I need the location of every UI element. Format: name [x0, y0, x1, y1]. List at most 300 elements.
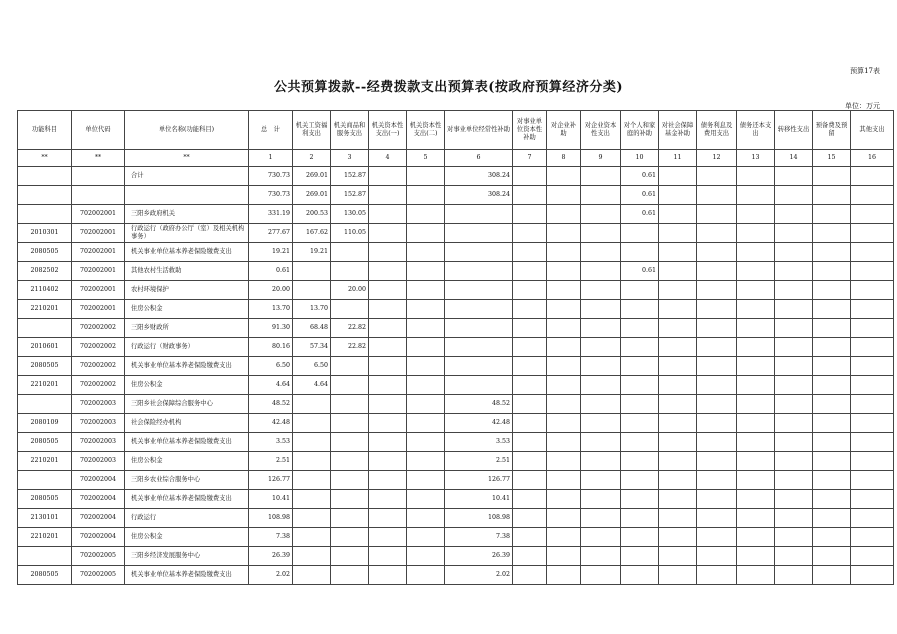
unit-name-cell: 三阳乡农业综合服务中心: [125, 471, 249, 490]
column-header: 对企业资本性支出: [581, 111, 621, 150]
amount-cell: 308.24: [445, 186, 513, 205]
amount-cell: 152.87: [331, 167, 369, 186]
amount-cell: 2.02: [445, 566, 513, 585]
amount-cell: 200.53: [293, 205, 331, 224]
document-number: 预算17表: [850, 67, 880, 75]
amount-cell: [331, 452, 369, 471]
amount-cell: [407, 186, 445, 205]
amount-cell: [445, 205, 513, 224]
amount-cell: [331, 357, 369, 376]
amount-cell: [851, 509, 894, 528]
amount-cell: [547, 243, 581, 262]
amount-cell: [697, 300, 737, 319]
amount-cell: [737, 262, 775, 281]
amount-cell: [331, 262, 369, 281]
amount-cell: [513, 224, 547, 243]
amount-cell: [851, 205, 894, 224]
amount-cell: [581, 452, 621, 471]
amount-cell: [369, 281, 407, 300]
amount-cell: [813, 547, 851, 566]
amount-cell: [851, 224, 894, 243]
amount-cell: [737, 186, 775, 205]
amount-cell: [737, 395, 775, 414]
amount-cell: [445, 357, 513, 376]
amount-cell: [407, 547, 445, 566]
function-code-cell: [18, 167, 72, 186]
amount-cell: [659, 262, 697, 281]
unit-name-cell: 行政运行（政府办公厅（室）及相关机构事务）: [125, 224, 249, 243]
amount-cell: [547, 376, 581, 395]
amount-cell: [581, 471, 621, 490]
amount-cell: [851, 262, 894, 281]
function-code-cell: 2080505: [18, 566, 72, 585]
unit-label: 单位：万元: [845, 102, 880, 110]
amount-cell: [293, 262, 331, 281]
amount-cell: 13.70: [249, 300, 293, 319]
amount-cell: [851, 395, 894, 414]
unit-code-cell: 702002001: [72, 243, 125, 262]
unit-code-cell: 702002004: [72, 490, 125, 509]
amount-cell: [775, 452, 813, 471]
amount-cell: [547, 262, 581, 281]
column-header: 总 计: [249, 111, 293, 150]
amount-cell: [407, 319, 445, 338]
amount-cell: [513, 281, 547, 300]
amount-cell: 91.30: [249, 319, 293, 338]
amount-cell: [369, 186, 407, 205]
amount-cell: [737, 167, 775, 186]
amount-cell: [697, 471, 737, 490]
amount-cell: [659, 205, 697, 224]
amount-cell: [813, 338, 851, 357]
amount-cell: [621, 452, 659, 471]
function-code-cell: [18, 186, 72, 205]
amount-cell: [659, 433, 697, 452]
amount-cell: [737, 300, 775, 319]
amount-cell: [513, 395, 547, 414]
amount-cell: [659, 357, 697, 376]
column-header: 机关资本性支出(一): [369, 111, 407, 150]
unit-name-cell: 住房公积金: [125, 376, 249, 395]
amount-cell: 0.61: [621, 262, 659, 281]
amount-cell: [813, 490, 851, 509]
amount-cell: [369, 205, 407, 224]
amount-cell: [775, 376, 813, 395]
amount-cell: [737, 319, 775, 338]
table-row: [18, 281, 894, 300]
amount-cell: [659, 281, 697, 300]
amount-cell: [407, 224, 445, 243]
amount-cell: [513, 547, 547, 566]
amount-cell: 19.21: [293, 243, 331, 262]
function-code-cell: 2080505: [18, 433, 72, 452]
amount-cell: [659, 547, 697, 566]
amount-cell: [851, 471, 894, 490]
amount-cell: 3.53: [445, 433, 513, 452]
amount-cell: [621, 357, 659, 376]
amount-cell: 4.64: [293, 376, 331, 395]
amount-cell: 126.77: [249, 471, 293, 490]
column-header: 单位名称(功能科目): [125, 111, 249, 150]
unit-name-cell: 三阳乡社会保障综合服务中心: [125, 395, 249, 414]
amount-cell: [659, 509, 697, 528]
amount-cell: [407, 281, 445, 300]
amount-cell: [775, 547, 813, 566]
amount-cell: [369, 566, 407, 585]
amount-cell: [621, 319, 659, 338]
amount-cell: 20.00: [249, 281, 293, 300]
amount-cell: 10.41: [249, 490, 293, 509]
amount-cell: [775, 490, 813, 509]
amount-cell: [547, 186, 581, 205]
amount-cell: [331, 509, 369, 528]
amount-cell: [697, 205, 737, 224]
amount-cell: [547, 509, 581, 528]
amount-cell: [407, 490, 445, 509]
amount-cell: [775, 414, 813, 433]
column-index: 16: [851, 150, 894, 167]
amount-cell: 13.70: [293, 300, 331, 319]
amount-cell: [851, 376, 894, 395]
table-row: [18, 547, 894, 566]
amount-cell: [775, 224, 813, 243]
document-title: 公共预算拨款--经费拨款支出预算表(按政府预算经济分类): [273, 80, 624, 95]
table-body: [18, 167, 894, 585]
amount-cell: [621, 566, 659, 585]
amount-cell: [513, 243, 547, 262]
amount-cell: [775, 338, 813, 357]
amount-cell: [369, 433, 407, 452]
amount-cell: [775, 300, 813, 319]
amount-cell: 19.21: [249, 243, 293, 262]
amount-cell: 277.67: [249, 224, 293, 243]
amount-cell: [513, 471, 547, 490]
amount-cell: [697, 376, 737, 395]
amount-cell: [851, 547, 894, 566]
amount-cell: [775, 471, 813, 490]
amount-cell: [697, 319, 737, 338]
amount-cell: [407, 376, 445, 395]
amount-cell: [697, 338, 737, 357]
amount-cell: [697, 566, 737, 585]
amount-cell: [331, 395, 369, 414]
amount-cell: [445, 319, 513, 338]
table-row: [18, 433, 894, 452]
amount-cell: 7.38: [445, 528, 513, 547]
unit-name-cell: [125, 186, 249, 205]
amount-cell: [547, 300, 581, 319]
amount-cell: [369, 395, 407, 414]
amount-cell: [581, 509, 621, 528]
amount-cell: 42.48: [249, 414, 293, 433]
unit-code-cell: 702002002: [72, 357, 125, 376]
amount-cell: [293, 452, 331, 471]
unit-name-cell: 住房公积金: [125, 528, 249, 547]
amount-cell: [737, 414, 775, 433]
amount-cell: 167.62: [293, 224, 331, 243]
amount-cell: [775, 357, 813, 376]
amount-cell: [659, 186, 697, 205]
amount-cell: [547, 167, 581, 186]
unit-name-cell: 机关事业单位基本养老保险缴费支出: [125, 433, 249, 452]
amount-cell: [547, 547, 581, 566]
unit-code-cell: 702002004: [72, 528, 125, 547]
unit-name-cell: 其他农村生活救助: [125, 262, 249, 281]
amount-cell: [621, 414, 659, 433]
amount-cell: [513, 566, 547, 585]
amount-cell: [851, 167, 894, 186]
amount-cell: [513, 528, 547, 547]
unit-name-cell: 三阳乡财政所: [125, 319, 249, 338]
amount-cell: [369, 509, 407, 528]
amount-cell: [513, 452, 547, 471]
amount-cell: [581, 167, 621, 186]
amount-cell: [331, 243, 369, 262]
amount-cell: [813, 224, 851, 243]
table-row: [18, 376, 894, 395]
amount-cell: [621, 490, 659, 509]
amount-cell: 308.24: [445, 167, 513, 186]
amount-cell: [737, 433, 775, 452]
amount-cell: 0.61: [621, 167, 659, 186]
amount-cell: [547, 414, 581, 433]
amount-cell: [813, 566, 851, 585]
amount-cell: 80.16: [249, 338, 293, 357]
amount-cell: [581, 547, 621, 566]
function-code-cell: 2210201: [18, 528, 72, 547]
amount-cell: [581, 357, 621, 376]
amount-cell: [697, 262, 737, 281]
header-row: [18, 111, 894, 150]
amount-cell: [775, 186, 813, 205]
table-row: [18, 490, 894, 509]
amount-cell: [621, 300, 659, 319]
amount-cell: [621, 395, 659, 414]
amount-cell: [813, 376, 851, 395]
amount-cell: [331, 547, 369, 566]
column-index: 4: [369, 150, 407, 167]
table-row: [18, 528, 894, 547]
amount-cell: [697, 414, 737, 433]
amount-cell: [581, 243, 621, 262]
amount-cell: [737, 547, 775, 566]
column-index: 3: [331, 150, 369, 167]
amount-cell: 57.34: [293, 338, 331, 357]
amount-cell: [851, 414, 894, 433]
amount-cell: [737, 357, 775, 376]
unit-name-cell: 社会保险经办机构: [125, 414, 249, 433]
amount-cell: 68.48: [293, 319, 331, 338]
amount-cell: 10.41: [445, 490, 513, 509]
amount-cell: [621, 243, 659, 262]
amount-cell: 331.19: [249, 205, 293, 224]
amount-cell: [621, 338, 659, 357]
amount-cell: [851, 566, 894, 585]
unit-name-cell: 合计: [125, 167, 249, 186]
amount-cell: [737, 338, 775, 357]
amount-cell: 26.39: [249, 547, 293, 566]
amount-cell: [659, 319, 697, 338]
amount-cell: [775, 262, 813, 281]
amount-cell: [737, 471, 775, 490]
column-header: 功能科目: [18, 111, 72, 150]
unit-name-cell: 住房公积金: [125, 452, 249, 471]
amount-cell: [659, 338, 697, 357]
amount-cell: 108.98: [249, 509, 293, 528]
function-code-cell: 2080109: [18, 414, 72, 433]
amount-cell: [407, 300, 445, 319]
column-index: **: [125, 150, 249, 167]
amount-cell: [775, 167, 813, 186]
amount-cell: [697, 528, 737, 547]
table-row: [18, 224, 894, 243]
function-code-cell: 2010301: [18, 224, 72, 243]
table-row: [18, 319, 894, 338]
amount-cell: 108.98: [445, 509, 513, 528]
amount-cell: [659, 376, 697, 395]
amount-cell: [851, 528, 894, 547]
amount-cell: [697, 167, 737, 186]
function-code-cell: 2080505: [18, 490, 72, 509]
unit-name-cell: 三阳乡经济发展服务中心: [125, 547, 249, 566]
amount-cell: [407, 471, 445, 490]
column-index: **: [72, 150, 125, 167]
amount-cell: [369, 414, 407, 433]
amount-cell: [697, 224, 737, 243]
amount-cell: [547, 528, 581, 547]
amount-cell: [513, 300, 547, 319]
amount-cell: [445, 300, 513, 319]
table-row: [18, 338, 894, 357]
amount-cell: [775, 243, 813, 262]
amount-cell: [581, 490, 621, 509]
amount-cell: [813, 471, 851, 490]
amount-cell: [581, 281, 621, 300]
function-code-cell: 2210201: [18, 300, 72, 319]
amount-cell: 0.61: [621, 205, 659, 224]
amount-cell: [369, 376, 407, 395]
amount-cell: [369, 319, 407, 338]
amount-cell: [659, 224, 697, 243]
column-index: 2: [293, 150, 331, 167]
amount-cell: [407, 395, 445, 414]
amount-cell: [369, 300, 407, 319]
table-row: [18, 509, 894, 528]
amount-cell: [547, 433, 581, 452]
amount-cell: 269.01: [293, 167, 331, 186]
table-row: [18, 452, 894, 471]
amount-cell: [407, 433, 445, 452]
amount-cell: [369, 224, 407, 243]
amount-cell: [293, 528, 331, 547]
amount-cell: [813, 186, 851, 205]
amount-cell: [581, 395, 621, 414]
amount-cell: [407, 338, 445, 357]
amount-cell: [775, 395, 813, 414]
amount-cell: [513, 414, 547, 433]
amount-cell: [697, 433, 737, 452]
amount-cell: 20.00: [331, 281, 369, 300]
amount-cell: [697, 490, 737, 509]
amount-cell: [369, 357, 407, 376]
amount-cell: [581, 338, 621, 357]
amount-cell: [813, 205, 851, 224]
unit-code-cell: 702002001: [72, 262, 125, 281]
amount-cell: [513, 338, 547, 357]
unit-code-cell: 702002004: [72, 471, 125, 490]
amount-cell: [445, 262, 513, 281]
table-row: [18, 205, 894, 224]
amount-cell: [737, 528, 775, 547]
amount-cell: [513, 433, 547, 452]
amount-cell: [697, 357, 737, 376]
amount-cell: [547, 205, 581, 224]
column-header: 对个人和家庭的补助: [621, 111, 659, 150]
unit-code-cell: 702002001: [72, 300, 125, 319]
amount-cell: [775, 205, 813, 224]
column-index: 6: [445, 150, 513, 167]
amount-cell: [813, 509, 851, 528]
amount-cell: [407, 205, 445, 224]
function-code-cell: 2210201: [18, 452, 72, 471]
amount-cell: 730.73: [249, 167, 293, 186]
amount-cell: [621, 528, 659, 547]
amount-cell: [659, 300, 697, 319]
amount-cell: [445, 281, 513, 300]
amount-cell: 0.61: [621, 186, 659, 205]
unit-code-cell: 702002001: [72, 281, 125, 300]
table-row: [18, 186, 894, 205]
amount-cell: [737, 243, 775, 262]
amount-cell: [293, 414, 331, 433]
column-index: 10: [621, 150, 659, 167]
unit-code-cell: [72, 186, 125, 205]
amount-cell: [581, 262, 621, 281]
amount-cell: [813, 357, 851, 376]
unit-name-cell: 住房公积金: [125, 300, 249, 319]
unit-code-cell: 702002003: [72, 414, 125, 433]
amount-cell: [293, 547, 331, 566]
amount-cell: [581, 319, 621, 338]
column-header: 对企业补助: [547, 111, 581, 150]
amount-cell: [547, 490, 581, 509]
amount-cell: [775, 509, 813, 528]
function-code-cell: 2082502: [18, 262, 72, 281]
function-code-cell: 2210201: [18, 376, 72, 395]
amount-cell: [813, 319, 851, 338]
unit-name-cell: 机关事业单位基本养老保险缴费支出: [125, 490, 249, 509]
amount-cell: [851, 319, 894, 338]
amount-cell: [331, 433, 369, 452]
amount-cell: [851, 186, 894, 205]
amount-cell: [445, 338, 513, 357]
amount-cell: [581, 205, 621, 224]
unit-name-cell: 行政运行: [125, 509, 249, 528]
amount-cell: [407, 357, 445, 376]
function-code-cell: [18, 395, 72, 414]
amount-cell: [659, 243, 697, 262]
amount-cell: [369, 547, 407, 566]
column-index: 11: [659, 150, 697, 167]
column-header: 其他支出: [851, 111, 894, 150]
amount-cell: [445, 224, 513, 243]
amount-cell: [737, 490, 775, 509]
function-code-cell: [18, 205, 72, 224]
column-index: 1: [249, 150, 293, 167]
column-header: 机关资本性支出(二): [407, 111, 445, 150]
amount-cell: [851, 281, 894, 300]
amount-cell: [547, 224, 581, 243]
